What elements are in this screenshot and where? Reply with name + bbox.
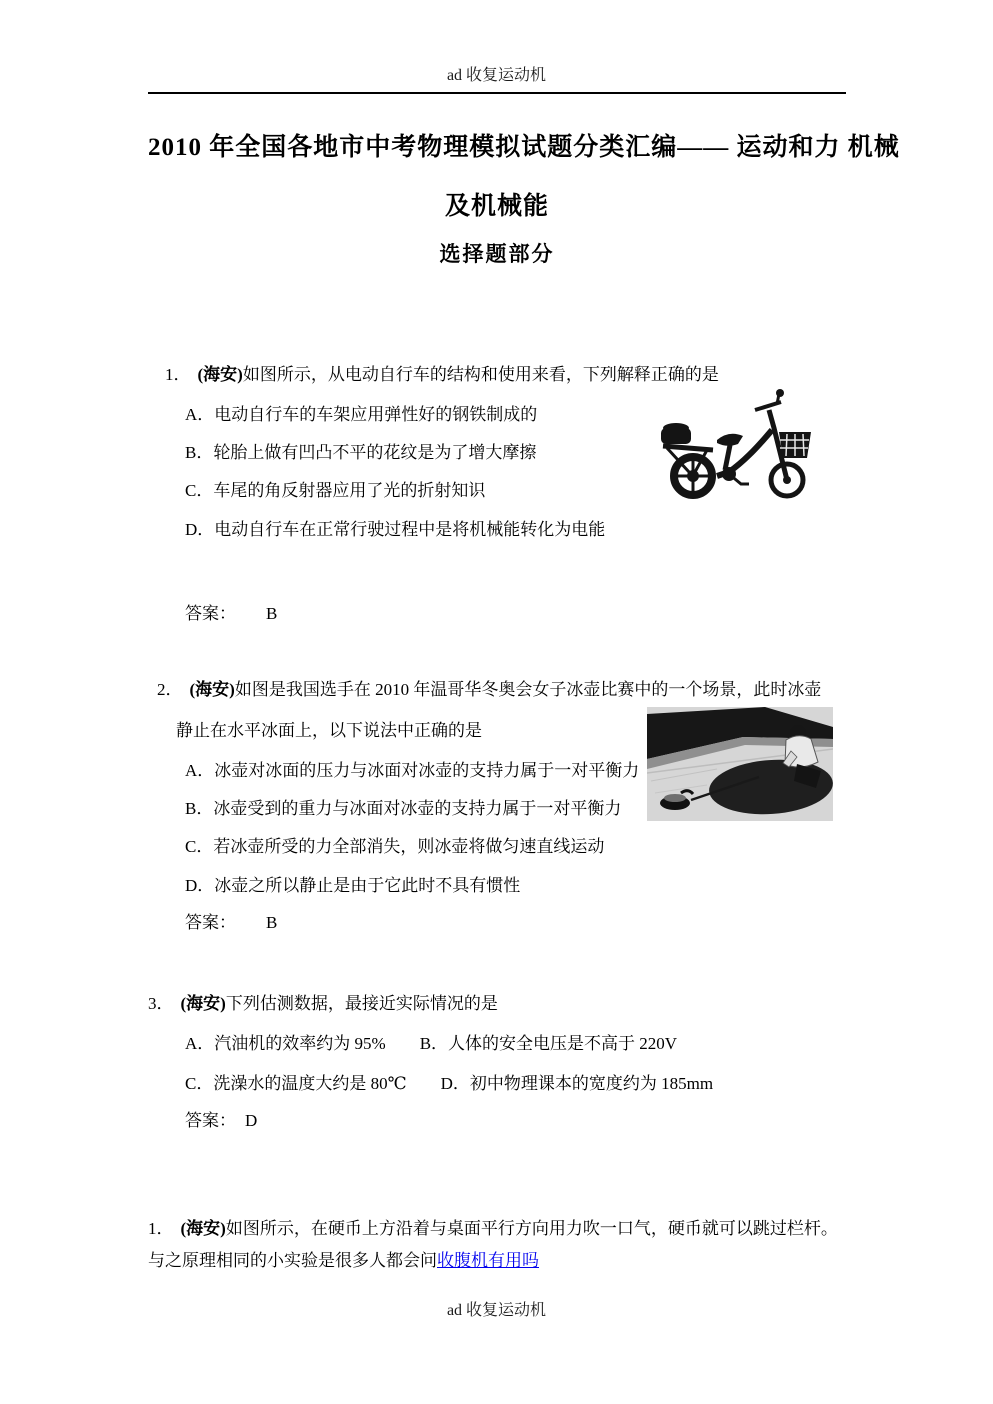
question-1-option-c: C．车尾的角反射器应用了光的折射知识 bbox=[185, 481, 486, 500]
question-3-text: 下列估测数据，最接近实际情况的是 bbox=[225, 994, 498, 1013]
question-4-number: 1． bbox=[148, 1219, 174, 1238]
question-3-options-row2 bbox=[185, 1069, 713, 1094]
inline-ad-link[interactable]: 收腹机有用吗 bbox=[437, 1251, 539, 1270]
question-2-option-d: D．冰壶之所以静止是由于它此时不具有惯性 bbox=[185, 876, 521, 895]
question-3-option-c: C．洗澡水的温度大约是 80℃ bbox=[185, 1074, 407, 1093]
question-2-stem-line1 bbox=[157, 675, 821, 700]
document-title-line1: 2010 年全国各地市中考物理模拟试题分类汇编—— 运动和力 机械 bbox=[148, 134, 900, 161]
question-2-option-b: B．冰壶受到的重力与冰面对冰壶的支持力属于一对平衡力 bbox=[185, 799, 622, 818]
question-2-source: (海安) bbox=[189, 680, 235, 699]
footer-ad-text: ad 收复运动机 bbox=[446, 1302, 547, 1319]
question-3-answer-label: 答案： bbox=[185, 1111, 236, 1130]
question-1-answer-value: B bbox=[266, 604, 278, 623]
question-1-answer bbox=[185, 599, 277, 624]
question-3-answer-value: D bbox=[245, 1111, 258, 1130]
question-3-source: (海安) bbox=[180, 994, 226, 1013]
section-title: 选择题部分 bbox=[439, 242, 555, 266]
question-2-option-a: A．冰壶对冰面的压力与冰面对冰壶的支持力属于一对平衡力 bbox=[185, 761, 640, 780]
question-4-line1 bbox=[148, 1214, 838, 1239]
curling-scene-image bbox=[647, 707, 833, 821]
question-1-option-a: A．电动自行车的车架应用弹性好的钢铁制成的 bbox=[185, 405, 538, 424]
question-3-option-b: B．人体的安全电压是不高于 220V bbox=[419, 1034, 678, 1053]
question-2-text-line1: 如图是我国选手在 2010 年温哥华冬奥会女子冰壶比赛中的一个场景，此时冰壶 bbox=[234, 680, 822, 699]
question-1-option-d: D．电动自行车在正常行驶过程中是将机械能转化为电能 bbox=[185, 520, 606, 539]
question-2-answer bbox=[185, 908, 277, 933]
header-ad-text: ad 收复运动机 bbox=[446, 67, 547, 84]
question-4-line2 bbox=[148, 1246, 539, 1271]
question-1-answer-label: 答案： bbox=[185, 604, 236, 623]
question-4-source: (海安) bbox=[180, 1219, 226, 1238]
document-title-line2: 及机械能 bbox=[444, 193, 549, 220]
question-2-stem-line2: 静止在水平冰面上，以下说法中正确的是 bbox=[176, 721, 482, 740]
question-2-answer-value: B bbox=[266, 913, 278, 932]
header-divider bbox=[148, 92, 846, 94]
question-1-source: (海安) bbox=[197, 365, 243, 384]
question-1-number: 1． bbox=[165, 365, 191, 384]
curling-scene-illustration bbox=[647, 707, 833, 821]
question-1-stem bbox=[165, 360, 719, 385]
question-4-text-line1: 如图所示，在硬币上方沿着与桌面平行方向用力吹一口气，硬币就可以跳过栏杆。 bbox=[225, 1219, 838, 1238]
electric-bicycle-illustration bbox=[655, 388, 823, 506]
question-3-answer bbox=[185, 1106, 257, 1131]
question-1-option-b: B．轮胎上做有凹凸不平的花纹是为了增大摩擦 bbox=[185, 443, 537, 462]
question-3-option-a: A．汽油机的效率约为 95% bbox=[185, 1034, 386, 1053]
question-2-answer-label: 答案： bbox=[185, 913, 236, 932]
question-2-number: 2． bbox=[157, 680, 183, 699]
question-1-text: 如图所示，从电动自行车的结构和使用来看，下列解释正确的是 bbox=[242, 365, 719, 384]
question-3-option-d: D．初中物理课本的宽度约为 185mm bbox=[440, 1074, 714, 1093]
question-3-options-row1 bbox=[185, 1029, 677, 1054]
question-3-number: 3． bbox=[148, 994, 174, 1013]
question-4-text-line2: 与之原理相同的小实验是很多人都会问 bbox=[148, 1251, 437, 1270]
question-3-stem bbox=[148, 989, 498, 1014]
question-2-option-c: C．若冰壶所受的力全部消失，则冰壶将做匀速直线运动 bbox=[185, 837, 605, 856]
electric-bicycle-image bbox=[655, 388, 823, 506]
